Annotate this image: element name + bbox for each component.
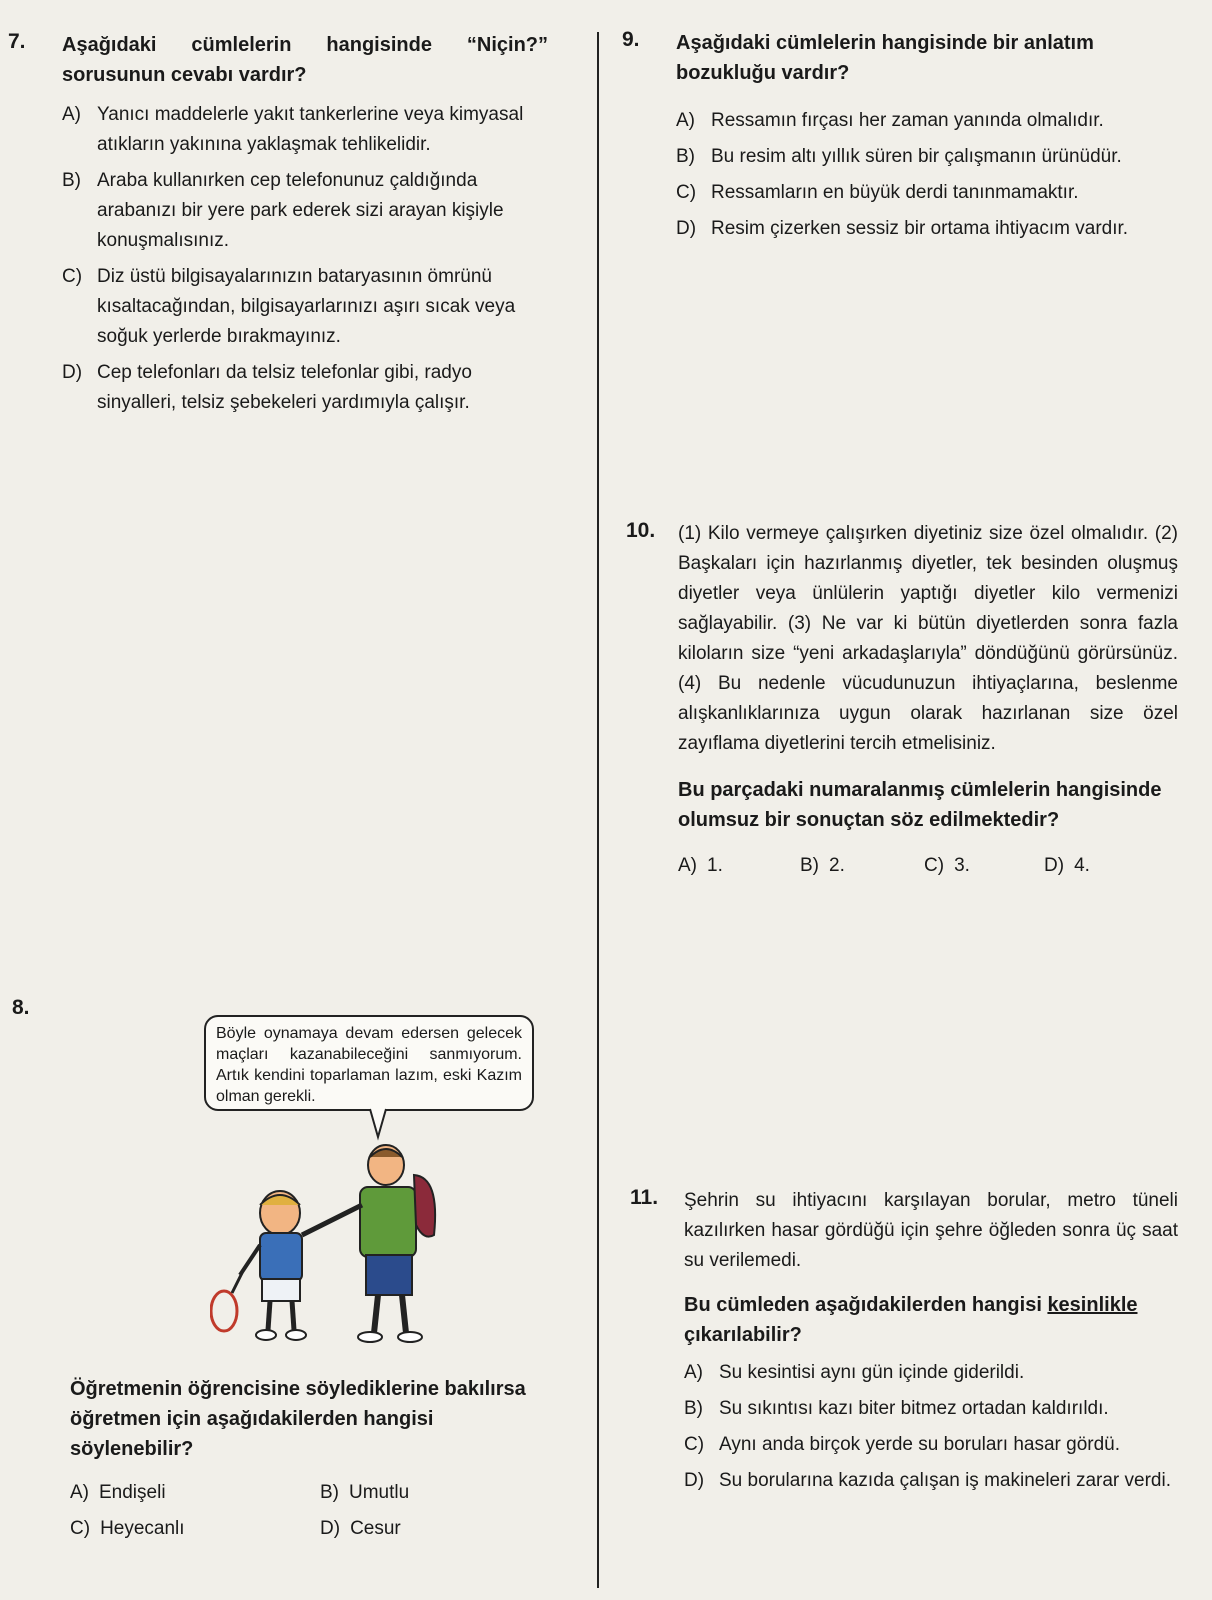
option-letter: C)	[62, 266, 83, 287]
question-8	[70, 1374, 550, 1544]
option-text: Bu resim altı yıllık süren bir çalışmanın ürünüdür.	[711, 146, 1122, 167]
question-stem: Bu parçadaki numaralanmış cümlelerin hangisinde olumsuz bir sonuçtan söz edilmektedir?	[678, 779, 1162, 831]
student-figure	[240, 1191, 306, 1340]
question-number: 11.	[630, 1186, 659, 1209]
passage: (1) Kilo vermeye çalışırken diyetiniz size özel olmalıdır. (2) Başkaları için hazırlanmış diyetler, tek besinden oluşmuş diyetler veya ünlülerin yaptığı diyetler kilo vermenizi sağlayabilir. (3) Ne var ki bütün diyetlerden sonra fazla kiloların size “yeni arkadaşlarıyla” döndüğünü görürsünüz. (4) Bu nedenle vücudunuzun ihtiyaçlarına, beslenme alışkanlıklarınıza uygun olarak hazırlanan size özel zayıflama diyetlerini tercih etmelisiniz.	[678, 523, 1178, 754]
question-10	[626, 519, 1178, 881]
option-letter: D)	[62, 362, 83, 383]
option-text: Araba kullanırken cep telefonunuz çaldığında arabanızı bir yere park ederek sizi arayan kişiyle konuşmalısınız.	[97, 170, 504, 251]
option-text: Ressamın fırçası her zaman yanında olmalıdır.	[711, 110, 1104, 131]
option-letter: A)	[70, 1482, 89, 1503]
option-b[interactable]	[800, 851, 924, 881]
option-text: Heyecanlı	[100, 1518, 185, 1539]
option-letter: C)	[676, 182, 697, 203]
option-c[interactable]	[924, 851, 1044, 881]
option-text: Su kesintisi aynı gün içinde giderildi.	[719, 1362, 1025, 1383]
option-c[interactable]	[684, 1430, 1178, 1460]
passage: Şehrin su ihtiyacını karşılayan borular, metro tüneli kazılırken hasar gördüğü için şehre öğleden sonra üç saat su verilemedi.	[684, 1190, 1178, 1271]
teacher-figure	[302, 1145, 435, 1342]
option-a[interactable]	[70, 1478, 320, 1508]
option-text: Ressamların en büyük derdi tanınmamaktır.	[711, 182, 1079, 203]
option-text: Yanıcı maddelerle yakıt tankerlerine veya kimyasal atıkların yakınına yaklaşmak tehlikelidir.	[97, 104, 524, 155]
option-b[interactable]	[62, 166, 548, 256]
option-letter: A)	[684, 1362, 703, 1383]
option-letter: A)	[676, 110, 695, 131]
option-letter: B)	[62, 170, 81, 191]
option-text: 3.	[954, 855, 970, 876]
option-text: Resim çizerken sessiz bir ortama ihtiyacım vardır.	[711, 218, 1129, 239]
stem-part: çıkarılabilir?	[684, 1324, 802, 1346]
option-c[interactable]	[70, 1514, 320, 1544]
option-d[interactable]	[62, 358, 548, 418]
question-stem: Aşağıdaki cümlelerin hangisinde “Niçin?” sorusunun cevabı vardır?	[62, 34, 548, 86]
option-d[interactable]	[320, 1514, 401, 1544]
option-letter: A)	[678, 855, 697, 876]
option-a[interactable]	[676, 106, 1178, 136]
option-text: 4.	[1074, 855, 1090, 876]
option-text: 1.	[707, 855, 723, 876]
stem-emphasis: kesinlikle	[1047, 1294, 1138, 1316]
teacher-student-illustration	[210, 1105, 470, 1355]
racket-icon	[211, 1273, 242, 1331]
option-text: Su borularına kazıda çalışan iş makineleri zarar verdi.	[719, 1470, 1171, 1491]
question-number: 9.	[622, 28, 640, 51]
option-letter: D)	[684, 1470, 705, 1491]
column-divider	[597, 32, 599, 1588]
option-a[interactable]	[684, 1358, 1178, 1388]
option-text: Diz üstü bilgisayalarınızın bataryasının ömrünü kısaltacağından, bilgisayarlarınızı aşırı sıcak veya soğuk yerlerde bırakmayınız.	[97, 266, 516, 347]
option-text: Umutlu	[349, 1482, 410, 1503]
question-8-number: 8.	[12, 996, 30, 1019]
question-number: 7.	[8, 30, 26, 53]
option-letter: B)	[684, 1398, 703, 1419]
bubble-tail	[370, 1109, 386, 1137]
option-text: Aynı anda birçok yerde su boruları hasar gördü.	[719, 1434, 1120, 1455]
option-letter: D)	[320, 1518, 341, 1539]
option-letter: A)	[62, 104, 81, 125]
option-text: Cesur	[350, 1518, 401, 1539]
option-letter: C)	[684, 1434, 705, 1455]
speech-bubble: Böyle oynamaya devam edersen gelecek maçları kazanabileceğini sanmıyorum. Artık kendini toparlaman lazım, eski Kazım olman gerekli.	[204, 1015, 534, 1111]
option-letter: B)	[676, 146, 695, 167]
option-a[interactable]	[62, 100, 548, 160]
option-a[interactable]	[678, 851, 800, 881]
option-c[interactable]	[676, 178, 1178, 208]
question-number: 10.	[626, 519, 656, 542]
option-letter: C)	[924, 855, 945, 876]
option-letter: D)	[676, 218, 697, 239]
option-c[interactable]	[62, 262, 548, 352]
question-stem: Aşağıdaki cümlelerin hangisinde bir anlatım bozukluğu vardır?	[676, 32, 1094, 84]
option-b[interactable]	[684, 1394, 1178, 1424]
option-text: 2.	[829, 855, 845, 876]
question-7	[8, 30, 548, 418]
question-11	[630, 1186, 1178, 1496]
option-letter: D)	[1044, 855, 1065, 876]
option-text: Endişeli	[99, 1482, 166, 1503]
option-d[interactable]	[676, 214, 1178, 244]
option-b[interactable]	[676, 142, 1178, 172]
question-9	[622, 28, 1178, 244]
question-stem	[684, 1290, 1178, 1350]
option-d[interactable]	[1044, 851, 1090, 881]
stem-part: Bu cümleden aşağıdakilerden hangisi	[684, 1294, 1048, 1316]
option-letter: C)	[70, 1518, 91, 1539]
option-b[interactable]	[320, 1478, 409, 1508]
question-stem: Öğretmenin öğrencisine söylediklerine bakılırsa öğretmen için aşağıdakilerden hangisi söylenebilir?	[70, 1378, 526, 1460]
option-text: Cep telefonları da telsiz telefonlar gibi, radyo sinyalleri, telsiz şebekeleri yardımıyla çalışır.	[97, 362, 472, 413]
option-text: Su sıkıntısı kazı biter bitmez ortadan kaldırıldı.	[719, 1398, 1109, 1419]
option-letter: B)	[800, 855, 819, 876]
option-letter: B)	[320, 1482, 339, 1503]
option-d[interactable]	[684, 1466, 1178, 1496]
